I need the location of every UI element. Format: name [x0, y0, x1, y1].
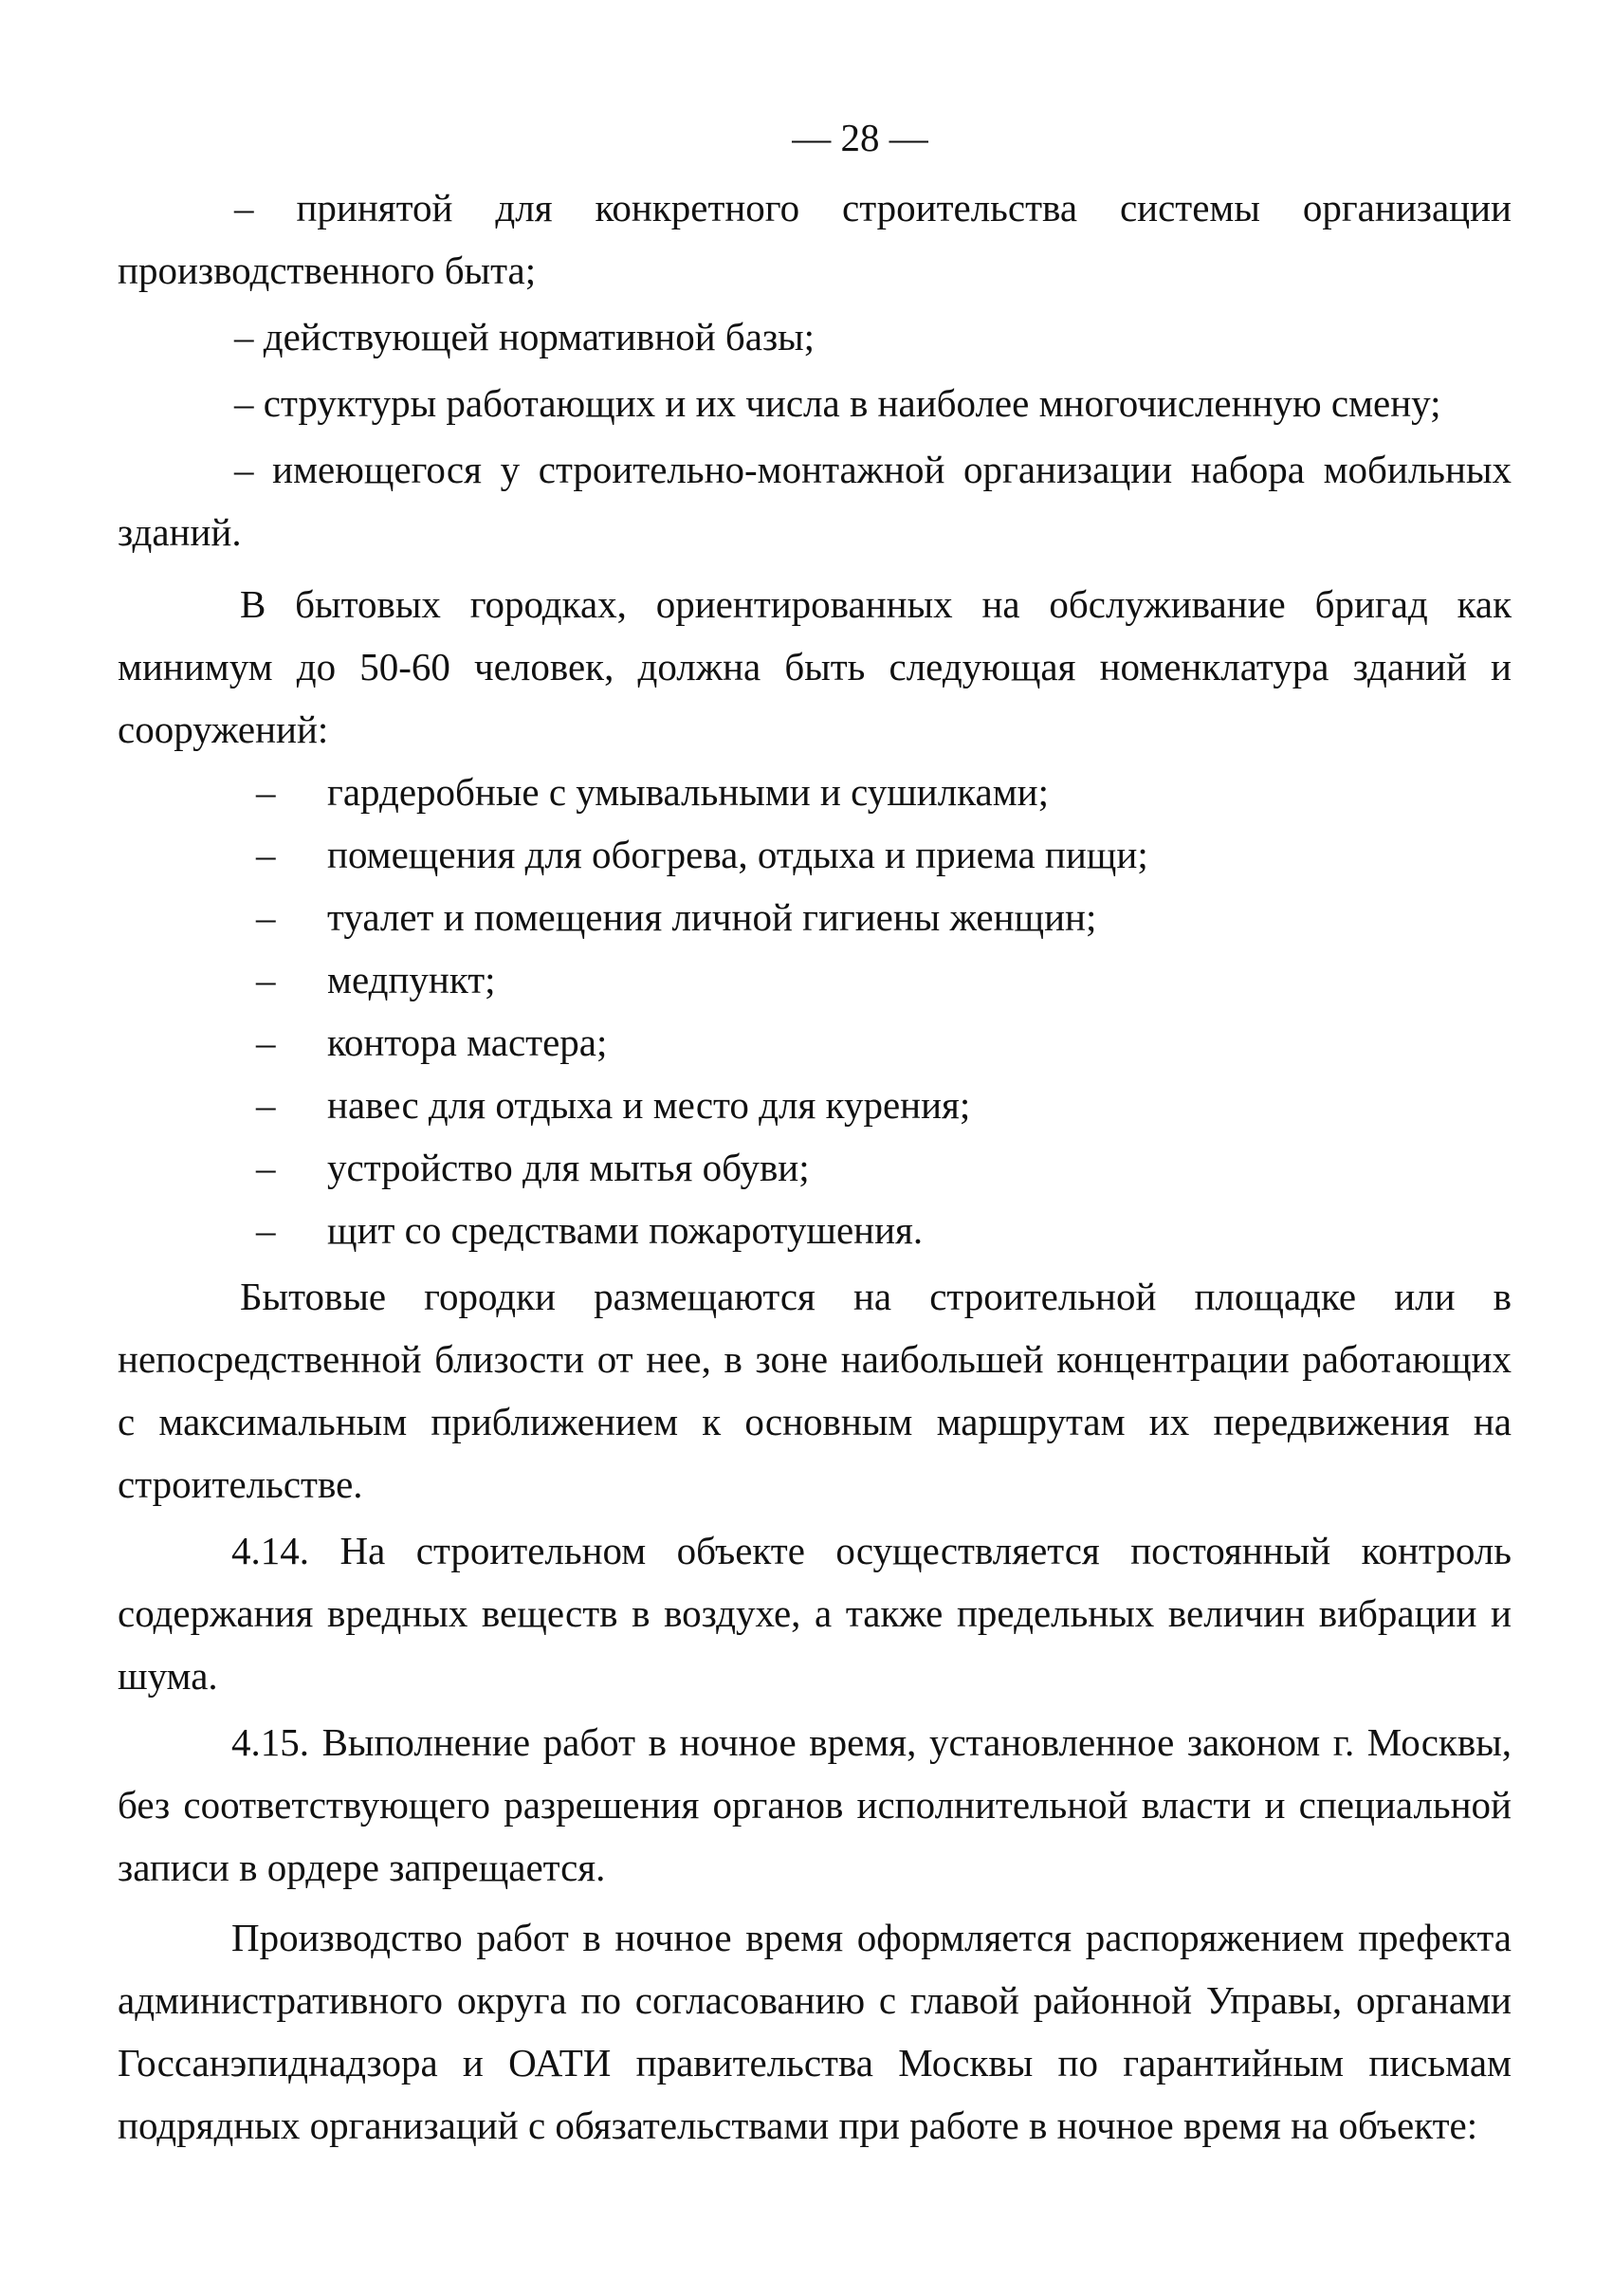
list-item-mobile-buildings: – имеющегося у строительно-монтажной организации набора мобильных зданий. — [118, 448, 1512, 554]
list-item — [118, 1074, 1512, 1136]
list-item — [118, 1011, 1512, 1074]
paragraph-4-14: 4.14. На строительном объекте осуществляется постоянный контроль содержания вредных веществ в воздухе, а также предельных величин вибрации и шума. — [118, 1529, 1512, 1698]
paragraph-camps: В бытовых городках, ориентированных на обслуживание бригад как минимум до 50-60 человек, должна быть следующая номенклатура зданий и сооружений: — [118, 582, 1512, 751]
dash-marker: – — [256, 1020, 276, 1064]
list-item-text: туалет и помещения личной гигиены женщин; — [327, 895, 1097, 939]
list-item — [118, 1136, 1512, 1199]
page-number: — 28 — — [792, 116, 928, 159]
list-item-text: навес для отдыха и место для курения; — [327, 1083, 971, 1127]
list-item — [118, 823, 1512, 886]
list-item-system: – принятой для конкретного строительства системы организации производственного быта; — [118, 186, 1512, 292]
list-item — [118, 1199, 1512, 1261]
list-item — [118, 761, 1512, 823]
list-item-text: гардеробные с умывальными и сушилками; — [327, 770, 1049, 814]
dash-marker: – — [256, 1146, 276, 1189]
list-item-workers-structure: – структуры работающих и их числа в наиболее многочисленную смену; — [234, 381, 1441, 425]
list-item — [118, 886, 1512, 948]
list-item-normative-base: – действующей нормативной базы; — [234, 315, 816, 358]
paragraph-night-work: Производство работ в ночное время оформляется распоряжением префекта административного округа по согласованию с главой районной Управы, органами Госсанэпиднадзора и ОАТИ правительства Москвы по гарантийным письмам подрядных организаций с обязательствами при работе в ночное время на объекте: — [118, 1916, 1512, 2147]
list-item-text: помещения для обогрева, отдыха и приема пищи; — [327, 833, 1148, 876]
nomenclature-list — [118, 761, 1512, 1261]
dash-marker: – — [256, 895, 276, 939]
dash-marker: – — [256, 1208, 276, 1252]
dash-marker: – — [256, 833, 276, 876]
dash-marker: – — [256, 770, 276, 814]
paragraph-4-15: 4.15. Выполнение работ в ночное время, установленное законом г. Москвы, без соответствующего разрешения органов исполнительной власти и специальной записи в ордере запрещается. — [118, 1720, 1512, 1889]
list-item-text: устройство для мытья обуви; — [327, 1146, 810, 1189]
list-item — [118, 948, 1512, 1011]
paragraph-placement: Бытовые городки размещаются на строительной площадке или в непосредственной близости от нее, в зоне наибольшей концентрации работающих с максимальным приближением к основным маршрутам их передвижения на строительстве. — [118, 1275, 1512, 1506]
dash-marker: – — [256, 1083, 276, 1127]
document-page — [118, 106, 1512, 2157]
dash-marker: – — [256, 958, 276, 1001]
list-item-text: контора мастера; — [327, 1020, 608, 1064]
list-item-text: медпункт; — [327, 958, 496, 1001]
list-item-text: щит со средствами пожаротушения. — [327, 1208, 924, 1252]
